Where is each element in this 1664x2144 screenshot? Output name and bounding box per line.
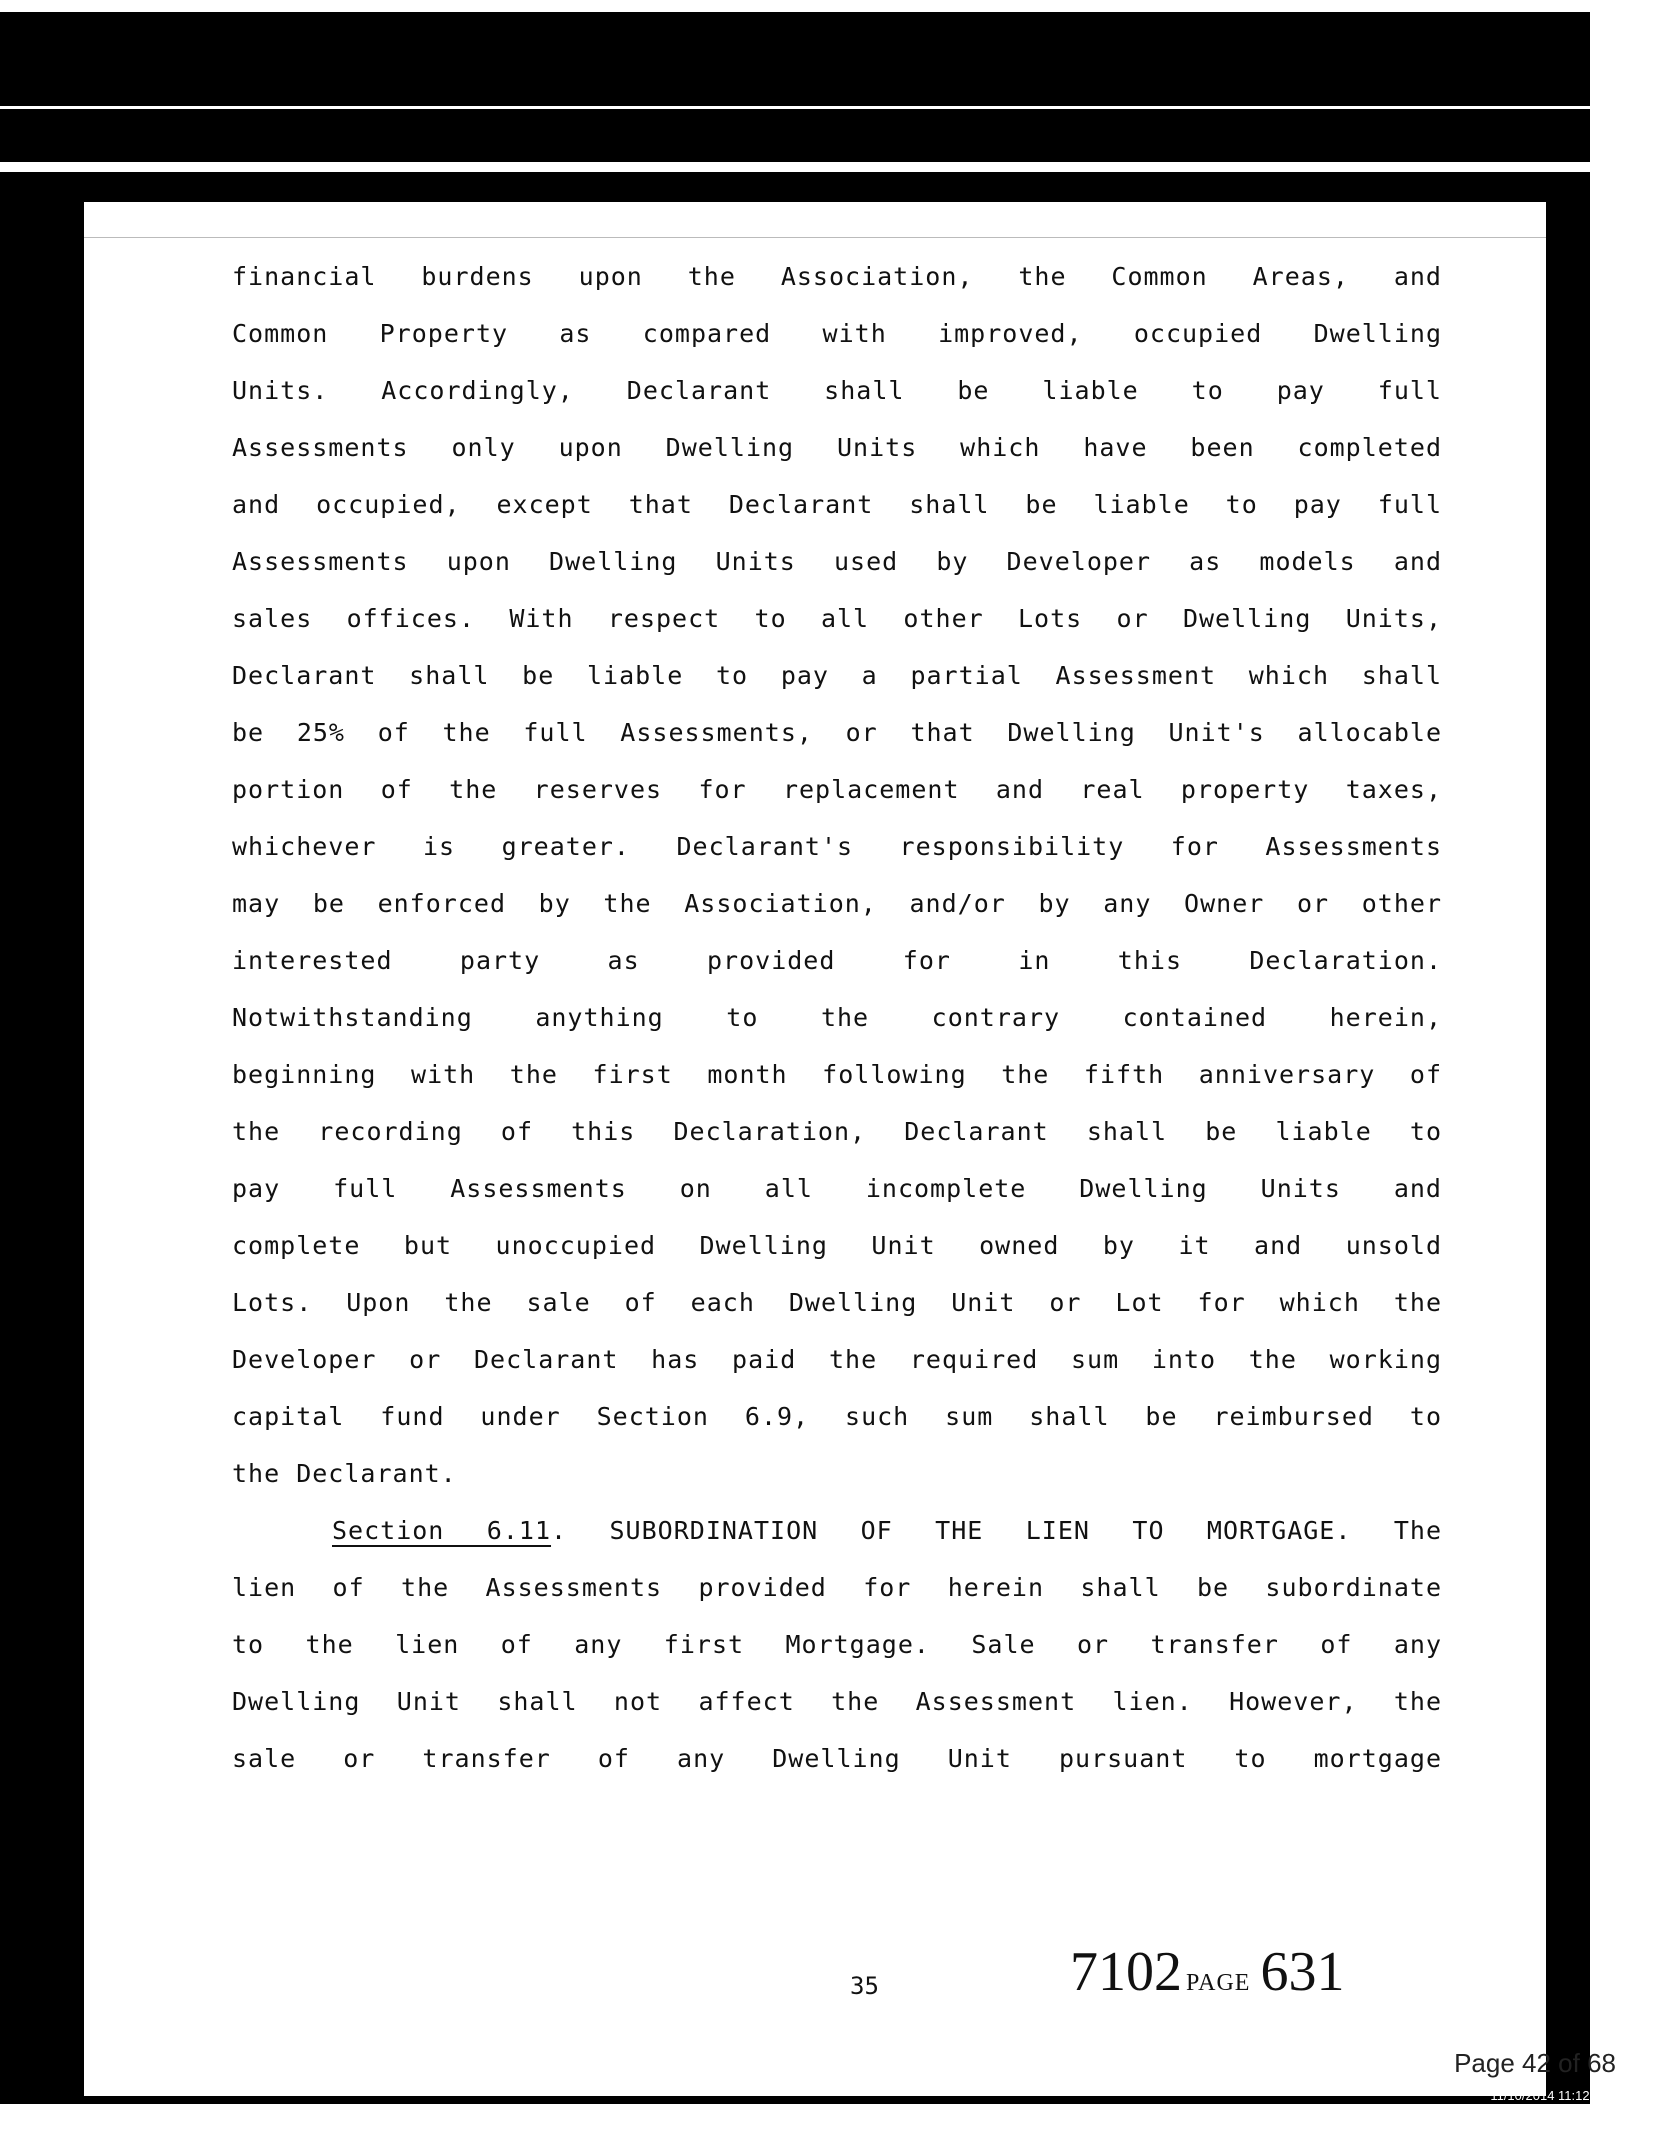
text-line: Developer or Declarant has paid the required sum into the working (232, 1345, 1442, 1374)
text-line: pay full Assessments on all incomplete Dwelling Units and (232, 1174, 1442, 1203)
stamp-page-number: 631 (1260, 1941, 1345, 2003)
text-line: and occupied, except that Declarant shall be liable to pay full (232, 490, 1442, 519)
text-line: interested party as provided for in this Declaration. (232, 946, 1442, 975)
text-line: sales offices. With respect to all other Lots or Dwelling Units, (232, 604, 1442, 633)
section-heading-line (232, 1502, 1442, 1559)
print-timestamp: 11/10/2014 11:12 AM (1490, 2088, 1612, 2103)
text-line: Notwithstanding anything to the contrary contained herein, (232, 1003, 1442, 1032)
top-scan-band (0, 12, 1590, 162)
text-line: Assessments only upon Dwelling Units which have been completed (232, 433, 1442, 462)
text-line: the Declarant. (232, 1459, 457, 1488)
text-line: lien of the Assessments provided for herein shall be subordinate (232, 1573, 1442, 1602)
text-line: portion of the reserves for replacement and real property taxes, (232, 775, 1442, 804)
page-number: 35 (850, 1972, 879, 2000)
section-reference: Section 6.11 (332, 1516, 552, 1545)
body-text (232, 248, 1442, 1787)
text-line: capital fund under Section 6.9, such sum shall be reimbursed to (232, 1402, 1442, 1431)
text-line: be 25% of the full Assessments, or that Dwelling Unit's allocable (232, 718, 1442, 747)
text-line: may be enforced by the Association, and/or by any Owner or other (232, 889, 1442, 918)
book-page-stamp (1070, 1940, 1344, 2004)
text-line: whichever is greater. Declarant's responsibility for Assessments (232, 832, 1442, 861)
text-line: complete but unoccupied Dwelling Unit owned by it and unsold (232, 1231, 1442, 1260)
text-line: Dwelling Unit shall not affect the Assessment lien. However, the (232, 1687, 1442, 1716)
text-line: Declarant shall be liable to pay a partial Assessment which shall (232, 661, 1442, 690)
text-line: Units. Accordingly, Declarant shall be liable to pay full (232, 376, 1442, 405)
text-line: Common Property as compared with improved, occupied Dwelling (232, 319, 1442, 348)
page-indicator: Page 42 of 68 (1454, 2048, 1616, 2078)
text-line: to the lien of any first Mortgage. Sale or transfer of any (232, 1630, 1442, 1659)
text-line: beginning with the first month following the fifth anniversary of (232, 1060, 1442, 1089)
text-line: financial burdens upon the Association, the Common Areas, and (232, 262, 1442, 291)
page-top-rule (84, 237, 1546, 238)
text-line: sale or transfer of any Dwelling Unit pursuant to mortgage (232, 1744, 1442, 1773)
section-heading: . SUBORDINATION OF THE LIEN TO MORTGAGE. The (551, 1516, 1442, 1545)
text-line: Lots. Upon the sale of each Dwelling Unit or Lot for which the (232, 1288, 1442, 1317)
stamp-page-label: PAGE (1186, 1970, 1251, 1996)
stamp-book-number: 7102 (1070, 1941, 1182, 2003)
text-line: Assessments upon Dwelling Units used by Developer as models and (232, 547, 1442, 576)
top-band-divider (0, 106, 1590, 109)
text-line: the recording of this Declaration, Declarant shall be liable to (232, 1117, 1442, 1146)
